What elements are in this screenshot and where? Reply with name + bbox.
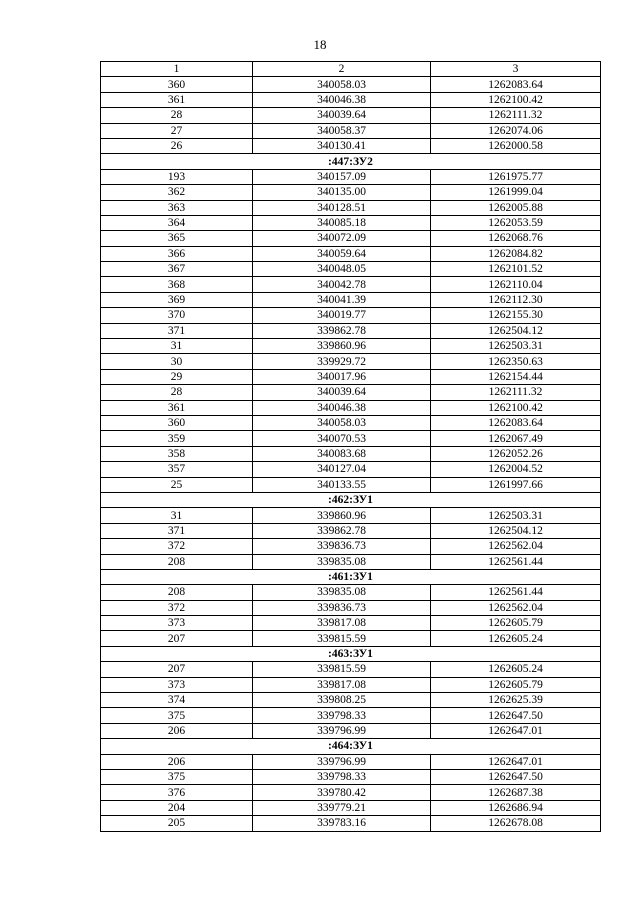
y-coordinate-cell: 1262687.38 [431, 785, 601, 800]
y-coordinate-cell: 1262562.04 [431, 600, 601, 615]
y-coordinate-cell: 1262155.30 [431, 308, 601, 323]
table-row [101, 215, 601, 230]
x-coordinate-cell: 340048.05 [253, 262, 431, 277]
x-coordinate-cell: 339862.78 [253, 323, 431, 338]
point-number-cell: 368 [101, 277, 253, 292]
point-number-cell: 207 [101, 662, 253, 677]
y-coordinate-cell: 1262605.79 [431, 677, 601, 692]
x-coordinate-cell: 340058.37 [253, 123, 431, 138]
point-number-cell: 362 [101, 185, 253, 200]
x-coordinate-cell: 339835.08 [253, 585, 431, 600]
point-number-cell: 375 [101, 708, 253, 723]
point-number-cell: 373 [101, 677, 253, 692]
point-number-cell: 365 [101, 231, 253, 246]
point-number-cell: 29 [101, 369, 253, 384]
x-coordinate-cell: 340072.09 [253, 231, 431, 246]
x-coordinate-cell: 339796.99 [253, 754, 431, 769]
y-coordinate-cell: 1262625.39 [431, 693, 601, 708]
x-coordinate-cell: 340083.68 [253, 446, 431, 461]
y-coordinate-cell: 1262005.88 [431, 200, 601, 215]
page-number: 18 [313, 37, 327, 52]
point-number-cell: 357 [101, 462, 253, 477]
y-coordinate-cell: 1262504.12 [431, 523, 601, 538]
table-row [101, 246, 601, 261]
x-coordinate-cell: 340127.04 [253, 462, 431, 477]
x-coordinate-cell: 339835.08 [253, 554, 431, 569]
point-number-cell: 370 [101, 308, 253, 323]
point-number-cell: 26 [101, 138, 253, 153]
section-label: :462:ЗУ1 [101, 492, 601, 507]
x-coordinate-cell: 340130.41 [253, 138, 431, 153]
x-coordinate-cell: 340039.64 [253, 385, 431, 400]
table-row [101, 323, 601, 338]
table-row [101, 339, 601, 354]
x-coordinate-cell: 340039.64 [253, 108, 431, 123]
table-row [101, 77, 601, 92]
y-coordinate-cell: 1262100.42 [431, 400, 601, 415]
x-coordinate-cell: 340058.03 [253, 415, 431, 430]
y-coordinate-cell: 1262110.04 [431, 277, 601, 292]
y-coordinate-cell: 1262111.32 [431, 385, 601, 400]
x-coordinate-cell: 340085.18 [253, 215, 431, 230]
section-row [101, 646, 601, 661]
table-row [101, 508, 601, 523]
table-row [101, 400, 601, 415]
table-row [101, 92, 601, 107]
x-coordinate-cell: 340017.96 [253, 369, 431, 384]
x-coordinate-cell: 339817.08 [253, 677, 431, 692]
y-coordinate-cell: 1262562.04 [431, 539, 601, 554]
point-number-cell: 208 [101, 585, 253, 600]
table-row [101, 816, 601, 831]
section-row [101, 154, 601, 169]
table-row [101, 616, 601, 631]
x-coordinate-cell: 340041.39 [253, 292, 431, 307]
table-row [101, 200, 601, 215]
x-coordinate-cell: 339796.99 [253, 723, 431, 738]
x-coordinate-cell: 339929.72 [253, 354, 431, 369]
y-coordinate-cell: 1262112.30 [431, 292, 601, 307]
table-row [101, 123, 601, 138]
table-row [101, 308, 601, 323]
table-row [101, 477, 601, 492]
point-number-cell: 366 [101, 246, 253, 261]
point-number-cell: 372 [101, 600, 253, 615]
coordinates-table [100, 61, 601, 832]
section-label: :463:ЗУ1 [101, 646, 601, 661]
point-number-cell: 363 [101, 200, 253, 215]
table-body [101, 77, 601, 831]
table-row [101, 800, 601, 815]
table-row [101, 677, 601, 692]
point-number-cell: 207 [101, 631, 253, 646]
table-row [101, 262, 601, 277]
point-number-cell: 364 [101, 215, 253, 230]
x-coordinate-cell: 339815.59 [253, 631, 431, 646]
x-coordinate-cell: 339779.21 [253, 800, 431, 815]
table-row [101, 785, 601, 800]
point-number-cell: 205 [101, 816, 253, 831]
point-number-cell: 369 [101, 292, 253, 307]
x-coordinate-cell: 340046.38 [253, 92, 431, 107]
table-row [101, 354, 601, 369]
section-label: :464:ЗУ1 [101, 739, 601, 754]
y-coordinate-cell: 1262561.44 [431, 554, 601, 569]
y-coordinate-cell: 1262100.42 [431, 92, 601, 107]
table-row [101, 600, 601, 615]
x-coordinate-cell: 339862.78 [253, 523, 431, 538]
x-coordinate-cell: 339798.33 [253, 769, 431, 784]
table-header-row [101, 62, 601, 77]
y-coordinate-cell: 1262083.64 [431, 77, 601, 92]
point-number-cell: 375 [101, 769, 253, 784]
x-coordinate-cell: 340128.51 [253, 200, 431, 215]
table-row [101, 723, 601, 738]
y-coordinate-cell: 1262678.08 [431, 816, 601, 831]
section-label: :461:ЗУ1 [101, 569, 601, 584]
table-row [101, 369, 601, 384]
y-coordinate-cell: 1262053.59 [431, 215, 601, 230]
table-row [101, 539, 601, 554]
point-number-cell: 27 [101, 123, 253, 138]
y-coordinate-cell: 1261999.04 [431, 185, 601, 200]
y-coordinate-cell: 1262154.44 [431, 369, 601, 384]
table-row [101, 277, 601, 292]
x-coordinate-cell: 340046.38 [253, 400, 431, 415]
point-number-cell: 28 [101, 385, 253, 400]
x-coordinate-cell: 339860.96 [253, 508, 431, 523]
table-row [101, 462, 601, 477]
table-row [101, 554, 601, 569]
y-coordinate-cell: 1261997.66 [431, 477, 601, 492]
y-coordinate-cell: 1262561.44 [431, 585, 601, 600]
y-coordinate-cell: 1262605.79 [431, 616, 601, 631]
table-row [101, 231, 601, 246]
x-coordinate-cell: 340135.00 [253, 185, 431, 200]
table-row [101, 292, 601, 307]
y-coordinate-cell: 1262083.64 [431, 415, 601, 430]
point-number-cell: 374 [101, 693, 253, 708]
point-number-cell: 361 [101, 92, 253, 107]
point-number-cell: 206 [101, 723, 253, 738]
point-number-cell: 204 [101, 800, 253, 815]
column-header-point: 1 [101, 62, 253, 77]
y-coordinate-cell: 1262084.82 [431, 246, 601, 261]
y-coordinate-cell: 1262068.76 [431, 231, 601, 246]
point-number-cell: 359 [101, 431, 253, 446]
table-row [101, 415, 601, 430]
x-coordinate-cell: 339798.33 [253, 708, 431, 723]
point-number-cell: 371 [101, 323, 253, 338]
y-coordinate-cell: 1261975.77 [431, 169, 601, 184]
point-number-cell: 367 [101, 262, 253, 277]
section-label: :447:ЗУ2 [101, 154, 601, 169]
x-coordinate-cell: 340133.55 [253, 477, 431, 492]
table-row [101, 169, 601, 184]
x-coordinate-cell: 339860.96 [253, 339, 431, 354]
x-coordinate-cell: 339780.42 [253, 785, 431, 800]
column-header-x: 2 [253, 62, 431, 77]
y-coordinate-cell: 1262605.24 [431, 631, 601, 646]
x-coordinate-cell: 339815.59 [253, 662, 431, 677]
y-coordinate-cell: 1262503.31 [431, 339, 601, 354]
table-row [101, 708, 601, 723]
table-row [101, 431, 601, 446]
table-row [101, 446, 601, 461]
y-coordinate-cell: 1262004.52 [431, 462, 601, 477]
y-coordinate-cell: 1262052.26 [431, 446, 601, 461]
point-number-cell: 360 [101, 415, 253, 430]
point-number-cell: 371 [101, 523, 253, 538]
section-row [101, 739, 601, 754]
y-coordinate-cell: 1262647.50 [431, 708, 601, 723]
y-coordinate-cell: 1262504.12 [431, 323, 601, 338]
point-number-cell: 31 [101, 508, 253, 523]
point-number-cell: 358 [101, 446, 253, 461]
x-coordinate-cell: 340058.03 [253, 77, 431, 92]
y-coordinate-cell: 1262647.01 [431, 754, 601, 769]
point-number-cell: 372 [101, 539, 253, 554]
table-row [101, 631, 601, 646]
y-coordinate-cell: 1262074.06 [431, 123, 601, 138]
y-coordinate-cell: 1262503.31 [431, 508, 601, 523]
y-coordinate-cell: 1262067.49 [431, 431, 601, 446]
table-row [101, 662, 601, 677]
y-coordinate-cell: 1262605.24 [431, 662, 601, 677]
table-row [101, 385, 601, 400]
x-coordinate-cell: 339808.25 [253, 693, 431, 708]
table-row [101, 693, 601, 708]
y-coordinate-cell: 1262686.94 [431, 800, 601, 815]
table-row [101, 769, 601, 784]
table-row [101, 185, 601, 200]
section-row [101, 569, 601, 584]
y-coordinate-cell: 1262647.50 [431, 769, 601, 784]
table-row [101, 585, 601, 600]
table-row [101, 523, 601, 538]
point-number-cell: 193 [101, 169, 253, 184]
point-number-cell: 28 [101, 108, 253, 123]
table-row [101, 754, 601, 769]
y-coordinate-cell: 1262000.58 [431, 138, 601, 153]
column-header-y: 3 [431, 62, 601, 77]
y-coordinate-cell: 1262111.32 [431, 108, 601, 123]
x-coordinate-cell: 339783.16 [253, 816, 431, 831]
point-number-cell: 360 [101, 77, 253, 92]
table-row [101, 138, 601, 153]
table-row [101, 108, 601, 123]
x-coordinate-cell: 340070.53 [253, 431, 431, 446]
x-coordinate-cell: 340019.77 [253, 308, 431, 323]
point-number-cell: 373 [101, 616, 253, 631]
x-coordinate-cell: 339836.73 [253, 600, 431, 615]
x-coordinate-cell: 340042.78 [253, 277, 431, 292]
point-number-cell: 361 [101, 400, 253, 415]
point-number-cell: 30 [101, 354, 253, 369]
point-number-cell: 376 [101, 785, 253, 800]
x-coordinate-cell: 340059.64 [253, 246, 431, 261]
y-coordinate-cell: 1262350.63 [431, 354, 601, 369]
section-row [101, 492, 601, 507]
y-coordinate-cell: 1262647.01 [431, 723, 601, 738]
x-coordinate-cell: 339836.73 [253, 539, 431, 554]
point-number-cell: 208 [101, 554, 253, 569]
x-coordinate-cell: 339817.08 [253, 616, 431, 631]
point-number-cell: 206 [101, 754, 253, 769]
point-number-cell: 25 [101, 477, 253, 492]
y-coordinate-cell: 1262101.52 [431, 262, 601, 277]
point-number-cell: 31 [101, 339, 253, 354]
x-coordinate-cell: 340157.09 [253, 169, 431, 184]
